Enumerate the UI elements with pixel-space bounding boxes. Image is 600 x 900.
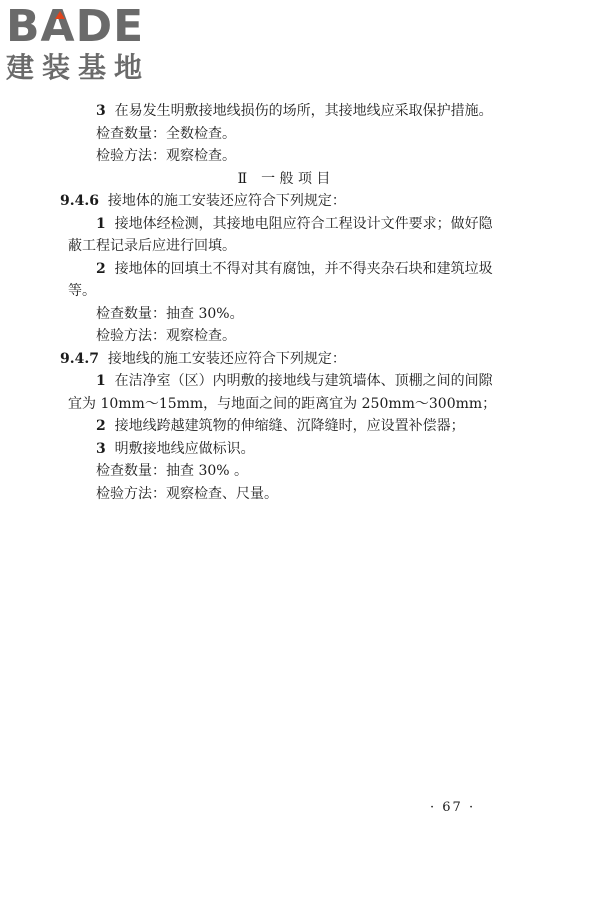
item-text: 接地体经检测，其接地电阻应符合工程设计文件要求；做好隐蔽工程记录后应进行回填。 [68, 215, 493, 254]
item-number: 3 [96, 103, 106, 119]
item-number: 1 [96, 373, 106, 389]
logo-wordmark: BADE [6, 1, 145, 52]
list-item [68, 100, 500, 123]
check-quantity-line: 检查数量：全数检查。 [96, 125, 236, 142]
check-method-line: 检验方法：观察检查、尺量。 [96, 485, 278, 502]
list-item [68, 213, 500, 258]
check-method-line: 检验方法：观察检查。 [96, 148, 236, 164]
item-text: 在洁净室（区）内明敷的接地线与建筑墙体、顶棚之间的间隙宜为 10mm～15mm，与地面之间的距离宜为 250mm～300mm； [68, 373, 497, 412]
item-number: 2 [96, 418, 106, 434]
list-item [68, 258, 500, 303]
list-item [68, 370, 500, 415]
list-item [68, 415, 500, 438]
check-quantity-line: 检查数量：抽查 30%。 [96, 305, 244, 322]
item-text: 在易发生明敷接地线损伤的场所，其接地线应采取保护措施。 [114, 103, 493, 119]
item-number: 1 [96, 215, 106, 232]
item-text: 明敷接地线应做标识。 [114, 440, 255, 457]
check-method-line: 检验方法：观察检查。 [96, 328, 236, 344]
item-number: 2 [96, 260, 106, 277]
clause-9-4-7 [60, 348, 500, 371]
item-text: 接地体的回填土不得对其有腐蚀，并不得夹杂石块和建筑垃圾等。 [68, 260, 493, 299]
clause-number: 9.4.6 [60, 193, 99, 209]
document-body [60, 100, 500, 505]
item-text: 接地线跨越建筑物的伸缩缝、沉降缝时，应设置补偿器； [114, 418, 465, 434]
item-number: 3 [96, 440, 106, 457]
clause-text: 接地线的施工安装还应符合下列规定： [107, 350, 346, 367]
list-item [68, 438, 500, 461]
clause-9-4-6 [60, 190, 500, 213]
page-number: · 67 · [430, 800, 476, 815]
section-heading: Ⅱ 一 般 项 目 [237, 170, 331, 187]
clause-number: 9.4.7 [60, 350, 99, 367]
clause-text: 接地体的施工安装还应符合下列规定： [107, 193, 346, 209]
logo-accent-icon [55, 11, 65, 19]
check-quantity-line: 检查数量：抽查 30% 。 [96, 463, 249, 479]
bade-logo [6, 1, 176, 84]
logo-chinese-text: 建装基地 [6, 51, 151, 84]
